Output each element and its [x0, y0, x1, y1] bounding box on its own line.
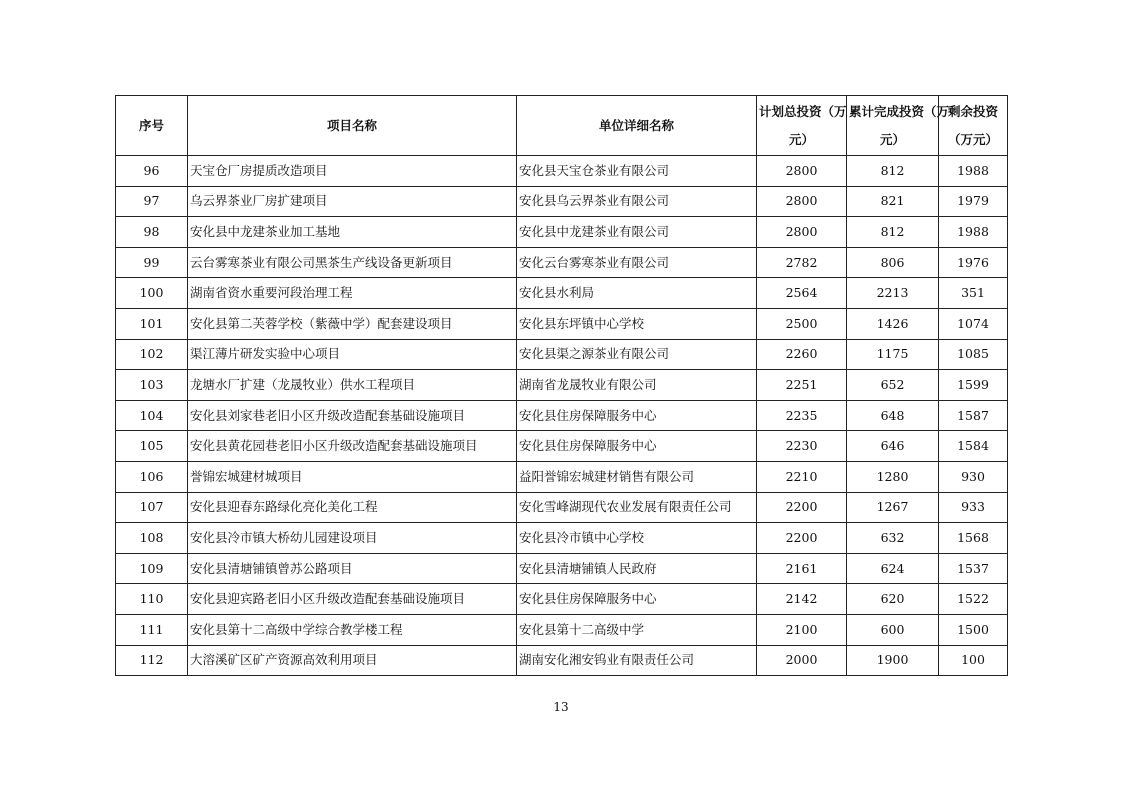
cell-remaining: 1599 — [939, 370, 1008, 401]
cell-completed: 821 — [847, 186, 939, 217]
cell-project-name: 安化县迎春东路绿化亮化美化工程 — [188, 492, 517, 523]
cell-planned: 2782 — [757, 247, 847, 278]
cell-remaining: 351 — [939, 278, 1008, 309]
cell-project-name: 龙塘水厂扩建（龙晟牧业）供水工程项目 — [188, 370, 517, 401]
cell-unit-name: 湖南安化湘安钨业有限责任公司 — [517, 645, 757, 676]
cell-index: 105 — [116, 431, 188, 462]
table-row — [116, 217, 1008, 248]
cell-unit-name: 安化县中龙建茶业有限公司 — [517, 217, 757, 248]
table-row — [116, 400, 1008, 431]
cell-index: 96 — [116, 156, 188, 187]
cell-project-name: 安化县冷市镇大桥幼儿园建设项目 — [188, 523, 517, 554]
cell-project-name: 湖南省资水重要河段治理工程 — [188, 278, 517, 309]
cell-unit-name: 安化县冷市镇中心学校 — [517, 523, 757, 554]
cell-unit-name: 安化县渠之源茶业有限公司 — [517, 339, 757, 370]
cell-project-name: 安化县第十二高级中学综合教学楼工程 — [188, 614, 517, 645]
cell-unit-name: 安化县水利局 — [517, 278, 757, 309]
cell-completed: 812 — [847, 156, 939, 187]
cell-project-name: 安化县黄花园巷老旧小区升级改造配套基础设施项目 — [188, 431, 517, 462]
cell-remaining: 1500 — [939, 614, 1008, 645]
cell-remaining: 100 — [939, 645, 1008, 676]
cell-remaining: 930 — [939, 461, 1008, 492]
cell-planned: 2235 — [757, 400, 847, 431]
cell-unit-name: 益阳誉锦宏城建材销售有限公司 — [517, 461, 757, 492]
cell-completed: 1426 — [847, 308, 939, 339]
cell-index: 100 — [116, 278, 188, 309]
cell-project-name: 天宝仓厂房提质改造项目 — [188, 156, 517, 187]
cell-index: 106 — [116, 461, 188, 492]
cell-project-name: 乌云界茶业厂房扩建项目 — [188, 186, 517, 217]
table-row — [116, 186, 1008, 217]
table-row — [116, 553, 1008, 584]
cell-index: 97 — [116, 186, 188, 217]
cell-remaining: 1568 — [939, 523, 1008, 554]
cell-planned: 2800 — [757, 217, 847, 248]
table-row — [116, 492, 1008, 523]
cell-planned: 2800 — [757, 156, 847, 187]
cell-completed: 600 — [847, 614, 939, 645]
col-header-planned-investment — [757, 96, 847, 156]
table-row — [116, 247, 1008, 278]
cell-index: 109 — [116, 553, 188, 584]
cell-remaining: 1988 — [939, 156, 1008, 187]
cell-planned: 2564 — [757, 278, 847, 309]
cell-completed: 648 — [847, 400, 939, 431]
cell-project-name: 安化县刘家巷老旧小区升级改造配套基础设施项目 — [188, 400, 517, 431]
cell-index: 111 — [116, 614, 188, 645]
cell-project-name: 安化县第二芙蓉学校（紫薇中学）配套建设项目 — [188, 308, 517, 339]
cell-unit-name: 安化县住房保障服务中心 — [517, 431, 757, 462]
cell-project-name: 安化县清塘铺镇曾苏公路项目 — [188, 553, 517, 584]
col-header-index — [116, 96, 188, 156]
cell-planned: 2210 — [757, 461, 847, 492]
cell-completed: 1900 — [847, 645, 939, 676]
cell-planned: 2260 — [757, 339, 847, 370]
cell-project-name: 云台雾寒茶业有限公司黑茶生产线设备更新项目 — [188, 247, 517, 278]
cell-remaining: 1584 — [939, 431, 1008, 462]
cell-remaining: 1976 — [939, 247, 1008, 278]
cell-completed: 624 — [847, 553, 939, 584]
header-line: 计划总投资（万 — [759, 103, 847, 119]
table-row — [116, 645, 1008, 676]
cell-completed: 620 — [847, 584, 939, 615]
cell-remaining: 1522 — [939, 584, 1008, 615]
cell-unit-name: 安化县住房保障服务中心 — [517, 400, 757, 431]
cell-planned: 2142 — [757, 584, 847, 615]
header-line: 累计完成投资（万 — [849, 103, 950, 119]
table-row — [116, 431, 1008, 462]
table-row — [116, 584, 1008, 615]
table-row — [116, 461, 1008, 492]
cell-project-name: 渠江薄片研发实验中心项目 — [188, 339, 517, 370]
cell-unit-name: 安化县清塘铺镇人民政府 — [517, 553, 757, 584]
cell-index: 110 — [116, 584, 188, 615]
cell-completed: 2213 — [847, 278, 939, 309]
page-number: 13 — [553, 700, 569, 714]
table-row — [116, 156, 1008, 187]
cell-project-name: 安化县迎宾路老旧小区升级改造配套基础设施项目 — [188, 584, 517, 615]
cell-remaining: 933 — [939, 492, 1008, 523]
table-row — [116, 278, 1008, 309]
cell-planned: 2100 — [757, 614, 847, 645]
cell-planned: 2200 — [757, 523, 847, 554]
cell-project-name: 安化县中龙建茶业加工基地 — [188, 217, 517, 248]
cell-index: 101 — [116, 308, 188, 339]
cell-unit-name: 安化县第十二高级中学 — [517, 614, 757, 645]
cell-index: 99 — [116, 247, 188, 278]
cell-completed: 652 — [847, 370, 939, 401]
cell-index: 102 — [116, 339, 188, 370]
cell-completed: 812 — [847, 217, 939, 248]
table-row — [116, 614, 1008, 645]
table-row — [116, 523, 1008, 554]
header-line: （万元） — [947, 131, 998, 147]
cell-planned: 2230 — [757, 431, 847, 462]
col-header-project-name — [188, 96, 517, 156]
col-header-unit-name — [517, 96, 757, 156]
cell-unit-name: 安化云台雾寒茶业有限公司 — [517, 247, 757, 278]
cell-completed: 806 — [847, 247, 939, 278]
cell-planned: 2161 — [757, 553, 847, 584]
cell-project-name: 大溶溪矿区矿产资源高效利用项目 — [188, 645, 517, 676]
cell-unit-name: 安化县乌云界茶业有限公司 — [517, 186, 757, 217]
table-header-row — [116, 96, 1008, 156]
cell-index: 112 — [116, 645, 188, 676]
header-line: 剩余投资 — [947, 103, 998, 119]
cell-planned: 2500 — [757, 308, 847, 339]
header-line: 序号 — [138, 117, 164, 133]
cell-unit-name: 湖南省龙晟牧业有限公司 — [517, 370, 757, 401]
cell-remaining: 1537 — [939, 553, 1008, 584]
cell-completed: 1280 — [847, 461, 939, 492]
col-header-completed-investment — [847, 96, 950, 156]
cell-planned: 2800 — [757, 186, 847, 217]
cell-remaining: 1587 — [939, 400, 1008, 431]
cell-completed: 632 — [847, 523, 939, 554]
cell-index: 98 — [116, 217, 188, 248]
cell-completed: 1267 — [847, 492, 939, 523]
cell-remaining: 1988 — [939, 217, 1008, 248]
cell-index: 103 — [116, 370, 188, 401]
cell-planned: 2200 — [757, 492, 847, 523]
header-line: 单位详细名称 — [598, 117, 674, 133]
cell-remaining: 1085 — [939, 339, 1008, 370]
cell-unit-name: 安化县住房保障服务中心 — [517, 584, 757, 615]
cell-planned: 2251 — [757, 370, 847, 401]
table-row — [116, 339, 1008, 370]
header-line: 项目名称 — [326, 117, 377, 133]
cell-remaining: 1979 — [939, 186, 1008, 217]
header-line: 元） — [788, 131, 814, 147]
cell-index: 104 — [116, 400, 188, 431]
cell-index: 108 — [116, 523, 188, 554]
cell-unit-name: 安化县天宝仓茶业有限公司 — [517, 156, 757, 187]
cell-project-name: 誉锦宏城建材城项目 — [188, 461, 517, 492]
investment-table — [115, 95, 1008, 676]
table-row — [116, 370, 1008, 401]
col-header-remaining-investment — [939, 96, 1008, 156]
cell-planned: 2000 — [757, 645, 847, 676]
header-line: 元） — [879, 131, 905, 147]
table-row — [116, 308, 1008, 339]
cell-unit-name: 安化县东坪镇中心学校 — [517, 308, 757, 339]
cell-completed: 1175 — [847, 339, 939, 370]
cell-index: 107 — [116, 492, 188, 523]
cell-completed: 646 — [847, 431, 939, 462]
cell-unit-name: 安化雪峰湖现代农业发展有限责任公司 — [517, 492, 757, 523]
cell-remaining: 1074 — [939, 308, 1008, 339]
